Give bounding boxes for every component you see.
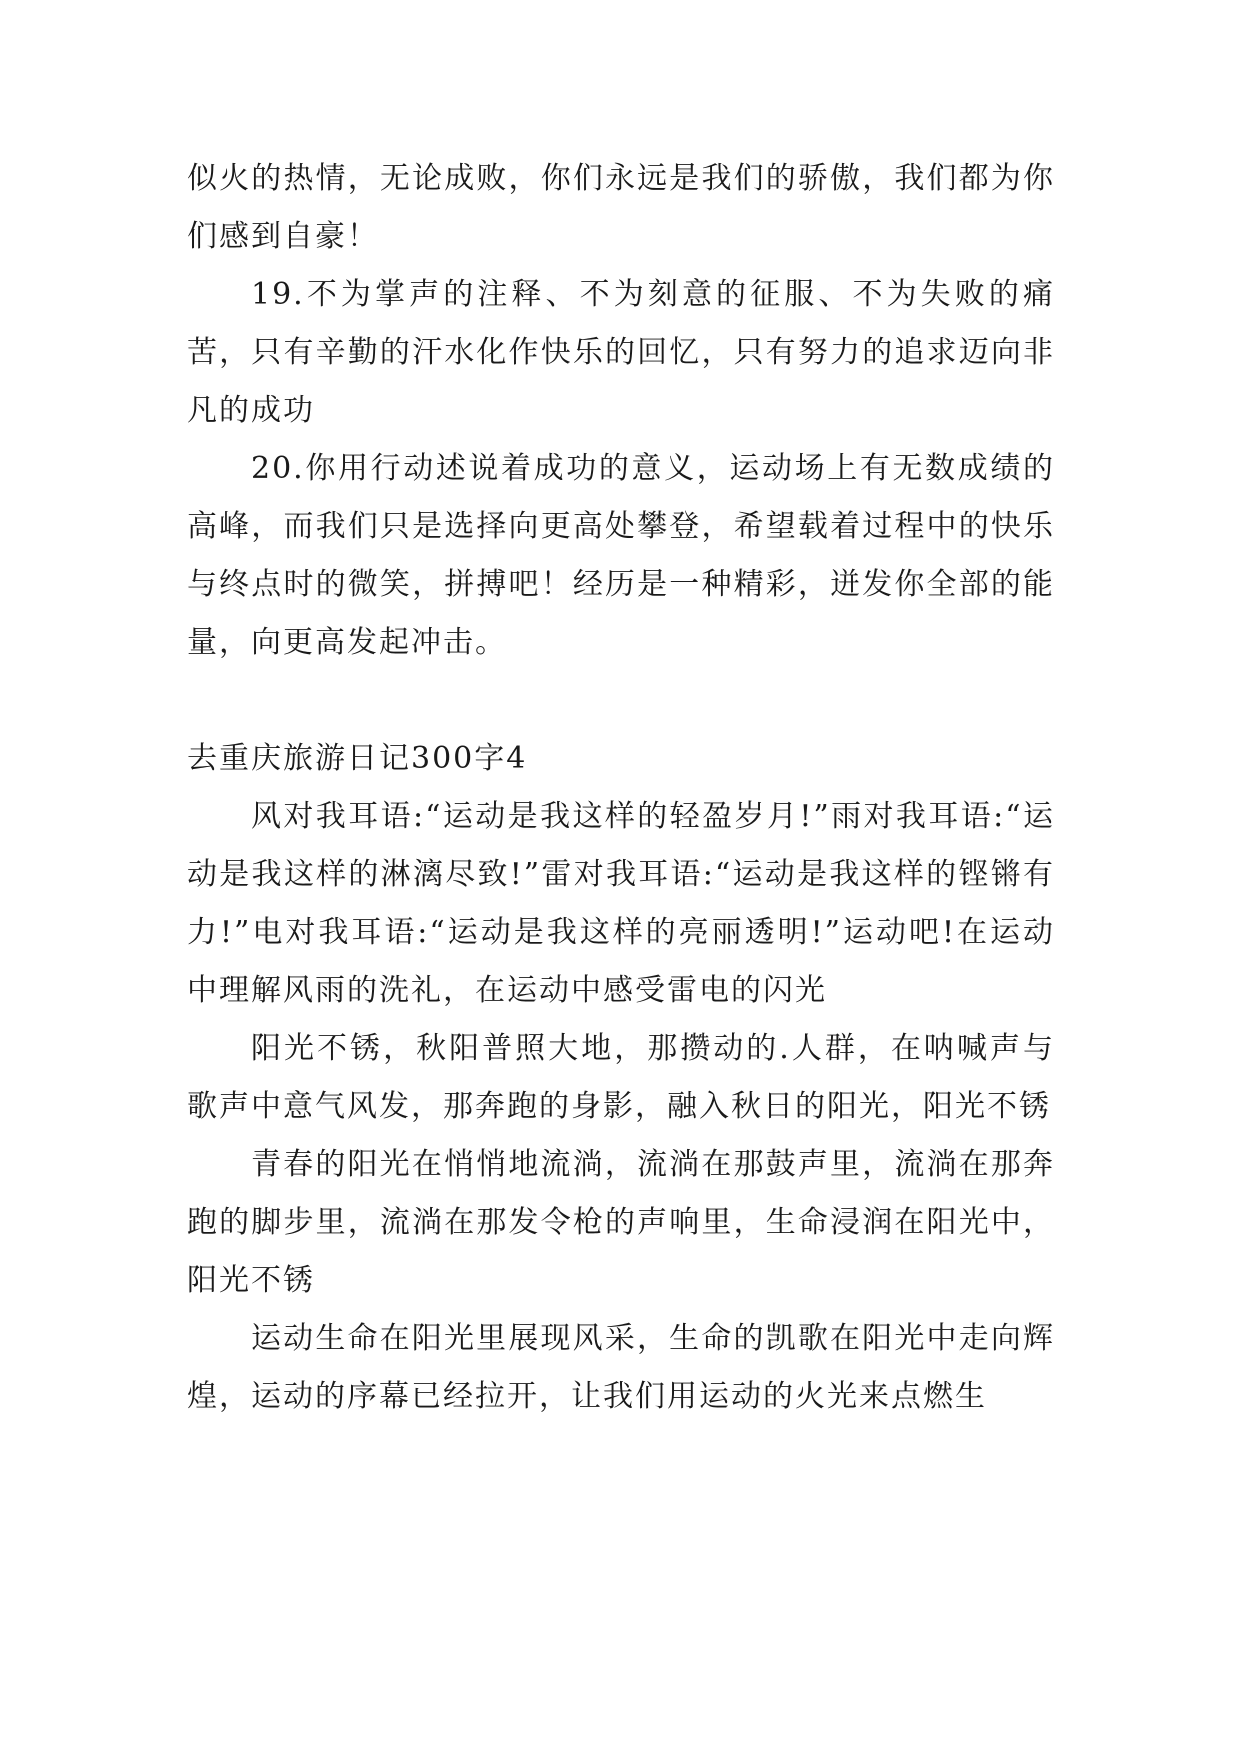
- section-paragraph-youth: 青春的阳光在悄悄地流淌，流淌在那鼓声里，流淌在那奔跑的脚步里，流淌在那发令枪的声响里，生命浸润在阳光中，阳光不锈: [187, 1147, 1055, 1298]
- section-paragraph-wind: 风对我耳语:“运动是我这样的轻盈岁月!”雨对我耳语:“运动是我这样的淋漓尽致!”雷对我耳语:“运动是我这样的铿锵有力!”电对我耳语:“运动是我这样的亮丽透明!”运动吧!在运动中理解风雨的洗礼，在运动中感受雷电的闪光: [187, 799, 1055, 1008]
- paragraph-item-20: 20.你用行动述说着成功的意义，运动场上有无数成绩的高峰，而我们只是选择向更高处攀登，希望载着过程中的快乐与终点时的微笑，拼搏吧！经历是一种精彩，迸发你全部的能量，向更高发起冲击。: [187, 451, 1055, 660]
- section-paragraph-sunlight: 阳光不锈，秋阳普照大地，那攒动的.人群，在呐喊声与歌声中意气风发，那奔跑的身影，融入秋日的阳光，阳光不锈: [187, 1031, 1055, 1124]
- paragraph-continued: 似火的热情，无论成败，你们永远是我们的骄傲，我们都为你们感到自豪！: [187, 161, 1055, 254]
- section-spacer: [187, 672, 1055, 730]
- paragraph-item-19: 19.不为掌声的注释、不为刻意的征服、不为失败的痛苦，只有辛勤的汗水化作快乐的回忆，只有努力的追求迈向非凡的成功: [187, 277, 1055, 428]
- document-body: [187, 150, 1055, 1426]
- section-paragraph-life: 运动生命在阳光里展现风采，生命的凯歌在阳光中走向辉煌，运动的序幕已经拉开，让我们用运动的火光来点燃生: [187, 1321, 1055, 1414]
- section-title: 去重庆旅游日记300字4: [187, 741, 528, 776]
